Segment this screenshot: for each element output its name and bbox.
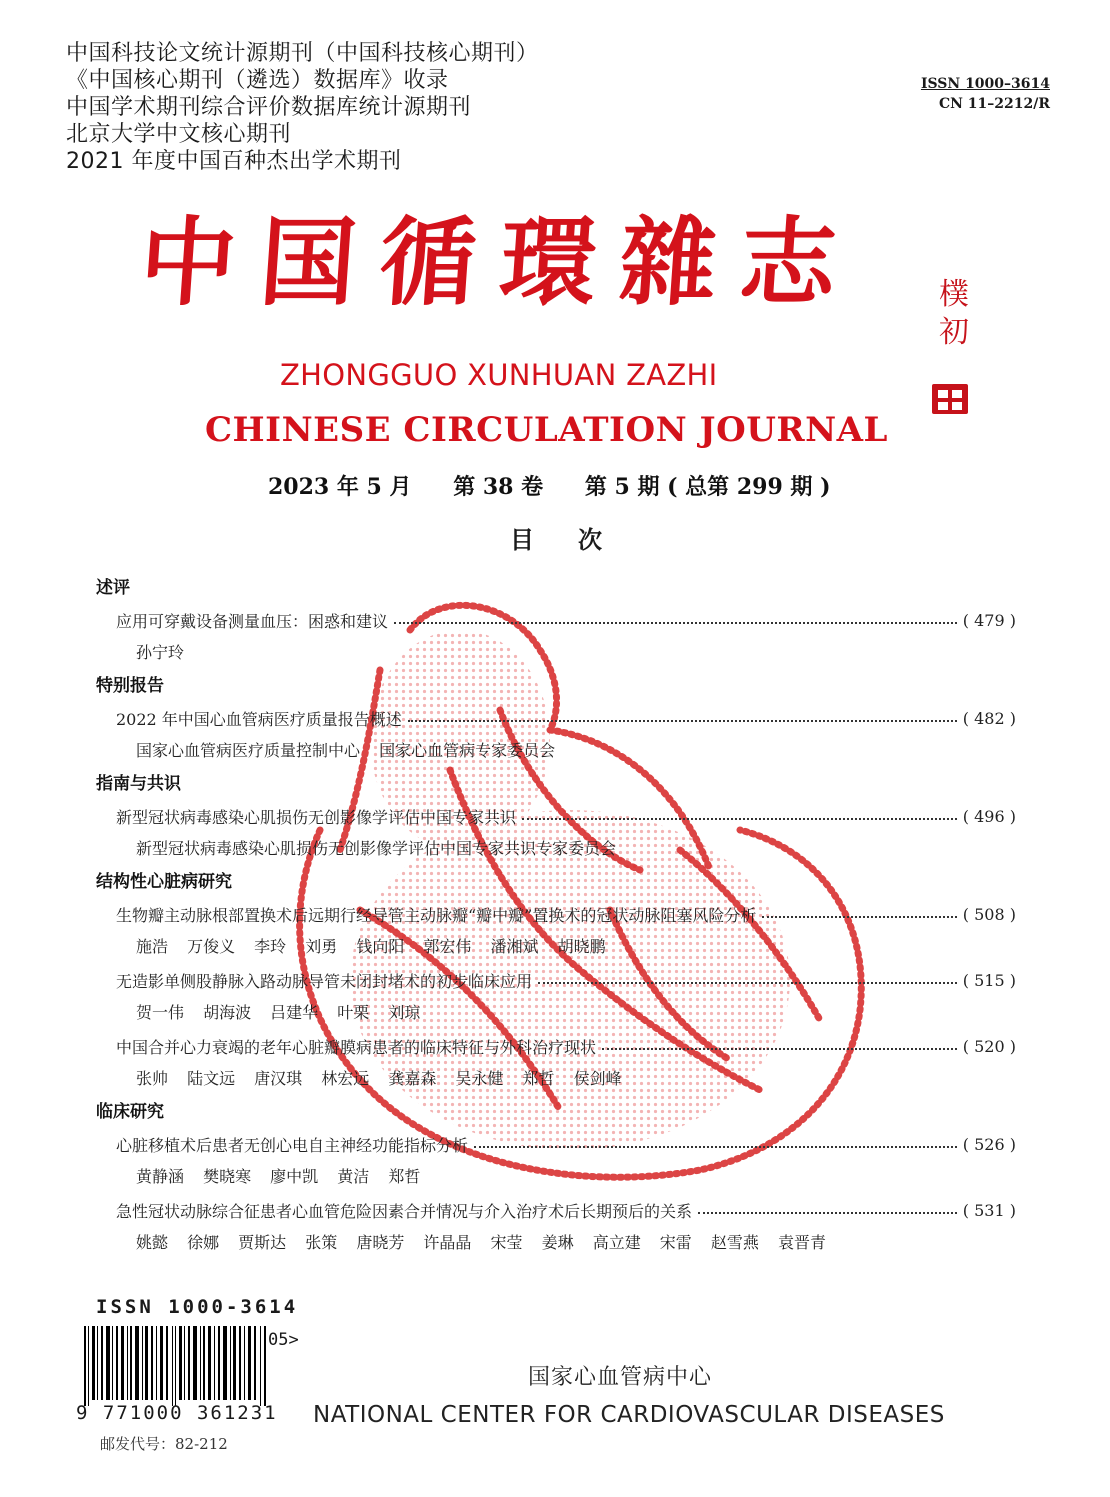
table-of-contents	[96, 572, 1016, 1260]
article-title: 新型冠状病毒感染心肌损伤无创影像学评估中国专家共识	[116, 807, 517, 827]
article-page: ( 526 )	[962, 1134, 1016, 1154]
article-title: 无造影单侧股静脉入路动脉导管未闭封堵术的初步临床应用	[116, 971, 533, 991]
indexing-line: 中国学术期刊综合评价数据库统计源期刊	[66, 95, 472, 120]
barcode-digits: 9 771000 361231	[76, 1402, 278, 1424]
journal-title-english: CHINESE CIRCULATION JOURNAL	[205, 410, 888, 450]
leader-dots	[522, 818, 957, 820]
leader-dots	[408, 720, 957, 722]
issn-top: ISSN 1000–3614	[920, 76, 1050, 92]
issue-volume: 第 38 卷	[453, 474, 544, 500]
section-heading: 结构性心脏病研究	[96, 872, 232, 892]
article-authors: 施浩 万俊义 李玲 刘勇 钱向阳 郭宏伟 潘湘斌 胡晓鹏	[136, 937, 606, 956]
leader-dots	[538, 982, 957, 984]
article-title: 2022 年中国心血管病医疗质量报告概述	[116, 709, 402, 729]
article-authors: 黄静涵 樊晓寒 廖中凯 黄洁 郑哲	[136, 1167, 421, 1186]
indexing-list	[66, 40, 686, 175]
cn-number: CN 11–2212/R	[938, 96, 1050, 112]
article-title: 应用可穿戴设备测量血压：困惑和建议	[116, 611, 389, 631]
article-page: ( 496 )	[962, 806, 1016, 826]
indexing-line: 《中国核心期刊（遴选）数据库》收录	[66, 68, 449, 93]
barcode-addon: 05>	[268, 1330, 299, 1350]
journal-title-cn: 中国循環雜志	[136, 206, 864, 319]
article-entry[interactable]	[96, 1194, 1016, 1226]
article-title: 中国合并心力衰竭的老年心脏瓣膜病患者的临床特征与外科治疗现状	[116, 1037, 597, 1057]
article-page: ( 479 )	[962, 610, 1016, 630]
article-entry[interactable]	[96, 800, 1016, 832]
article-entry[interactable]	[96, 964, 1016, 996]
article-page: ( 482 )	[962, 708, 1016, 728]
issue-info	[268, 470, 864, 501]
indexing-line: 2021 年度中国百种杰出学术期刊	[66, 149, 402, 174]
publisher-cn: 国家心血管病中心	[528, 1365, 713, 1390]
article-entry[interactable]	[96, 1128, 1016, 1160]
article-entry[interactable]	[96, 1030, 1016, 1062]
postal-code: 邮发代号：82-212	[100, 1435, 228, 1453]
indexing-line: 中国科技论文统计源期刊（中国科技核心期刊）	[66, 41, 539, 66]
issue-date: 2023 年 5 月	[268, 474, 412, 500]
leader-dots	[474, 1146, 957, 1148]
issn-cn-block	[921, 74, 1050, 114]
seal-stamp-icon	[930, 382, 970, 416]
toc-heading: 目次	[510, 526, 646, 554]
article-page: ( 520 )	[962, 1036, 1016, 1056]
article-authors: 孙宁玲	[136, 643, 185, 662]
article-authors: 新型冠状病毒感染心肌损伤无创影像学评估中国专家共识专家委员会	[136, 839, 617, 858]
article-entry[interactable]	[96, 702, 1016, 734]
barcode-icon	[82, 1326, 268, 1406]
article-page: ( 508 )	[962, 904, 1016, 924]
journal-title-pinyin: ZHONGGUO XUNHUAN ZAZHI	[280, 358, 718, 392]
article-title: 生物瓣主动脉根部置换术后远期行经导管主动脉瓣“瓣中瓣”置换术的冠状动脉阻塞风险分析	[116, 905, 757, 925]
issue-number: 第 5 期 ( 总第 299 期 )	[584, 474, 831, 500]
article-entry[interactable]	[96, 898, 1016, 930]
leader-dots	[698, 1212, 957, 1214]
article-page: ( 515 )	[962, 970, 1016, 990]
article-authors: 国家心血管病医疗质量控制中心 国家心血管病专家委员会	[136, 741, 556, 760]
indexing-line: 北京大学中文核心期刊	[66, 122, 292, 147]
article-authors: 张帅 陆文远 唐汉琪 林宏远 龚嘉森 吴永健 郑哲 侯剑峰	[136, 1069, 622, 1088]
section-heading: 指南与共识	[96, 774, 181, 794]
article-authors: 姚懿 徐娜 贾斯达 张策 唐晓芳 许晶晶 宋莹 姜琳 高立建 宋雷 赵雪燕 袁晋青	[136, 1233, 826, 1252]
article-entry[interactable]	[96, 604, 1016, 636]
article-title: 急性冠状动脉综合征患者心血管危险因素合并情况与介入治疗术后长期预后的关系	[116, 1201, 693, 1221]
article-authors: 贺一伟 胡海波 吕建华 叶栗 刘琼	[136, 1003, 421, 1022]
section-heading: 特别报告	[96, 676, 164, 696]
article-page: ( 531 )	[962, 1200, 1016, 1220]
calligrapher-signature: 樸 初	[939, 277, 969, 350]
leader-dots	[762, 916, 956, 918]
leader-dots	[602, 1048, 957, 1050]
section-heading: 临床研究	[96, 1102, 164, 1122]
publisher-en: NATIONAL CENTER FOR CARDIOVASCULAR DISEASES	[313, 1402, 945, 1428]
section-heading: 述评	[96, 578, 130, 598]
issn-bottom: ISSN 1000-3614	[96, 1296, 299, 1318]
leader-dots	[394, 622, 957, 624]
article-title: 心脏移植术后患者无创心电自主神经功能指标分析	[116, 1135, 469, 1155]
